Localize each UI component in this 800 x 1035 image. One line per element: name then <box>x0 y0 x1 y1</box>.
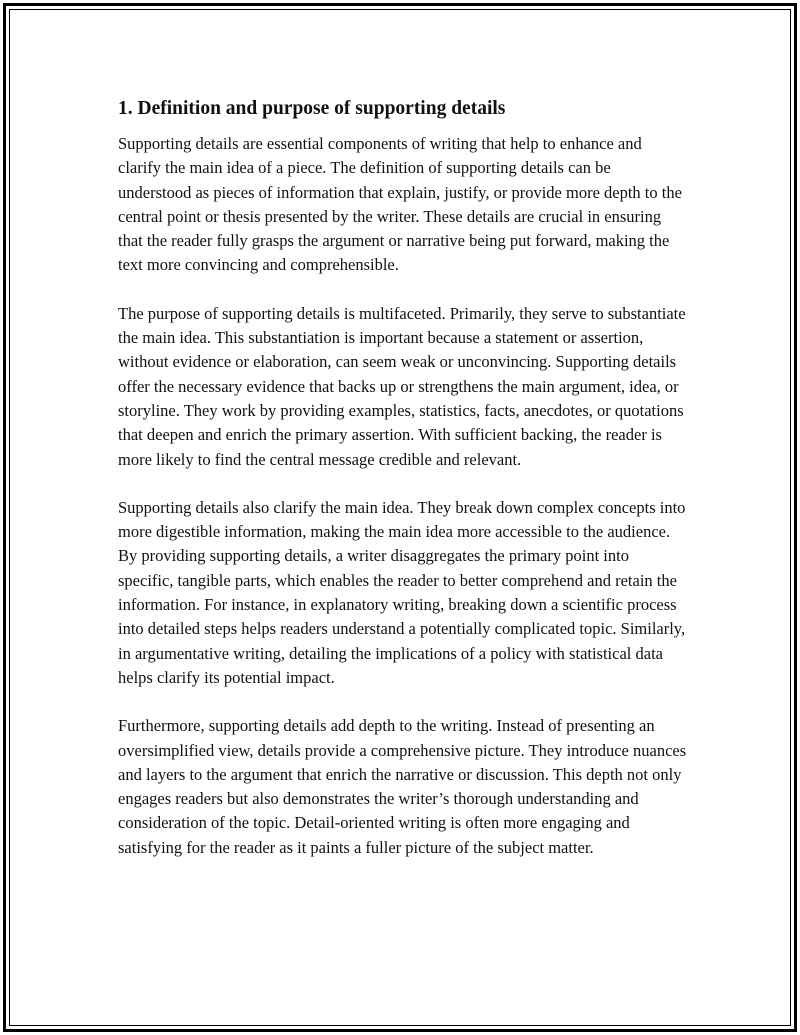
paragraph-clarify: Supporting details also clarify the main idea. They break down complex concepts into more digestible information, making the main idea more accessible to the audience. By providing supporting details, a writer disaggregates the primary point into specific, tangible parts, which enables the reader to better comprehend and retain the information. For instance, in explanatory writing, breaking down a scientific process into detailed steps helps readers understand a potentially complicated topic. Similarly, in argumentative writing, detailing the implications of a policy with statistical data helps clarify its potential impact. <box>118 497 686 687</box>
paragraph-purpose: The purpose of supporting details is multifaceted. Primarily, they serve to substantiate the main idea. This substantiation is important because a statement or assertion, without evidence or elaboration, can seem weak or unconvincing. Supporting details offer the necessary evidence that backs up or strengthens the main argument, idea, or storyline. They work by providing examples, statistics, facts, anecdotes, or quotations that deepen and enrich the primary assertion. With sufficient backing, the reader is more likely to find the central message credible and relevant. <box>118 303 686 469</box>
paragraph-definition: Supporting details are essential components of writing that help to enhance and clarify the main idea of a piece. The definition of supporting details can be understood as pieces of information that explain, justify, or provide more depth to the central point or thesis presented by the writer. These details are crucial in ensuring that the reader fully grasps the argument or narrative being put forward, making the text more convincing and comprehensible. <box>118 134 682 275</box>
page-frame <box>3 3 797 1032</box>
document-body <box>118 96 688 884</box>
section-heading: 1. Definition and purpose of supporting details <box>118 98 506 119</box>
paragraph-depth: Furthermore, supporting details add depth to the writing. Instead of presenting an oversimplified view, details provide a comprehensive picture. They introduce nuances and layers to the argument that enrich the narrative or discussion. This depth not only engages readers but also demonstrates the writer’s thorough understanding and consideration of the topic. Detail-oriented writing is often more engaging and satisfying for the reader as it paints a fuller picture of the subject matter. <box>118 716 687 857</box>
